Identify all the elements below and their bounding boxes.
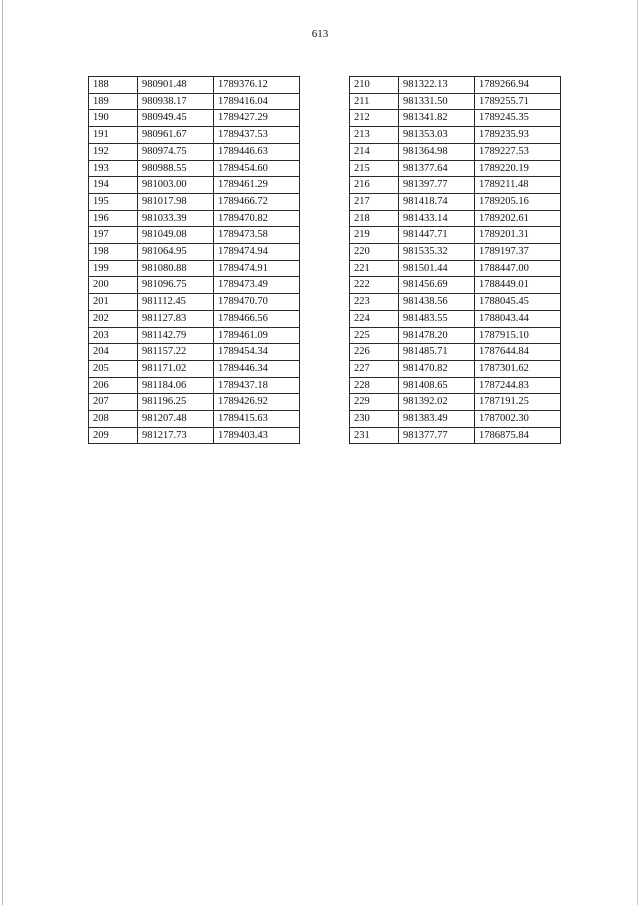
y-coordinate-cell: 1789376.12	[214, 77, 300, 94]
x-coordinate-cell: 981341.82	[399, 110, 475, 127]
y-coordinate-cell: 1789245.35	[475, 110, 561, 127]
table-row	[350, 344, 561, 361]
y-coordinate-cell: 1789470.82	[214, 210, 300, 227]
table-row	[89, 360, 300, 377]
y-coordinate-cell: 1789461.29	[214, 177, 300, 194]
point-number-cell: 191	[89, 127, 138, 144]
x-coordinate-cell: 981353.03	[399, 127, 475, 144]
table-row	[89, 143, 300, 160]
y-coordinate-cell: 1789470.70	[214, 294, 300, 311]
x-coordinate-cell: 981408.65	[399, 377, 475, 394]
x-coordinate-cell: 981157.22	[138, 344, 214, 361]
table-row	[89, 110, 300, 127]
page-number: 613	[311, 28, 329, 40]
x-coordinate-cell: 981171.02	[138, 360, 214, 377]
x-coordinate-cell: 981127.83	[138, 310, 214, 327]
y-coordinate-cell: 1789205.16	[475, 193, 561, 210]
point-number-cell: 231	[350, 427, 399, 444]
x-coordinate-cell: 981096.75	[138, 277, 214, 294]
table-row	[350, 110, 561, 127]
y-coordinate-cell: 1789437.18	[214, 377, 300, 394]
table-row	[89, 227, 300, 244]
x-coordinate-cell: 981003.00	[138, 177, 214, 194]
x-coordinate-cell: 980988.55	[138, 160, 214, 177]
table-row	[89, 127, 300, 144]
table-row	[89, 277, 300, 294]
table-row	[89, 377, 300, 394]
y-coordinate-cell: 1789446.34	[214, 360, 300, 377]
x-coordinate-cell: 981483.55	[399, 310, 475, 327]
x-coordinate-cell: 981184.06	[138, 377, 214, 394]
point-number-cell: 198	[89, 244, 138, 261]
point-number-cell: 213	[350, 127, 399, 144]
table-row	[89, 193, 300, 210]
point-number-cell: 226	[350, 344, 399, 361]
table-row	[89, 160, 300, 177]
x-coordinate-cell: 981017.98	[138, 193, 214, 210]
point-number-cell: 222	[350, 277, 399, 294]
table-row	[350, 394, 561, 411]
coordinates-table-body	[350, 77, 561, 444]
x-coordinate-cell: 981064.95	[138, 244, 214, 261]
table-row	[89, 260, 300, 277]
table-row	[350, 193, 561, 210]
point-number-cell: 203	[89, 327, 138, 344]
point-number-cell: 196	[89, 210, 138, 227]
point-number-cell: 199	[89, 260, 138, 277]
x-coordinate-cell: 981383.49	[399, 411, 475, 428]
x-coordinate-cell: 981478.20	[399, 327, 475, 344]
point-number-cell: 210	[350, 77, 399, 94]
x-coordinate-cell: 981447.71	[399, 227, 475, 244]
y-coordinate-cell: 1789211.48	[475, 177, 561, 194]
point-number-cell: 206	[89, 377, 138, 394]
table-row	[350, 360, 561, 377]
x-coordinate-cell: 981331.50	[399, 93, 475, 110]
table-row	[350, 327, 561, 344]
x-coordinate-cell: 981438.56	[399, 294, 475, 311]
y-coordinate-cell: 1789473.58	[214, 227, 300, 244]
x-coordinate-cell: 981364.98	[399, 143, 475, 160]
x-coordinate-cell: 981418.74	[399, 193, 475, 210]
point-number-cell: 223	[350, 294, 399, 311]
table-row	[350, 127, 561, 144]
y-coordinate-cell: 1787644.84	[475, 344, 561, 361]
y-coordinate-cell: 1787191.25	[475, 394, 561, 411]
y-coordinate-cell: 1787915.10	[475, 327, 561, 344]
x-coordinate-cell: 980938.17	[138, 93, 214, 110]
table-row	[350, 260, 561, 277]
point-number-cell: 219	[350, 227, 399, 244]
point-number-cell: 202	[89, 310, 138, 327]
y-coordinate-cell: 1789437.53	[214, 127, 300, 144]
y-coordinate-cell: 1789474.91	[214, 260, 300, 277]
y-coordinate-cell: 1789201.31	[475, 227, 561, 244]
y-coordinate-cell: 1789426.92	[214, 394, 300, 411]
point-number-cell: 193	[89, 160, 138, 177]
point-number-cell: 214	[350, 143, 399, 160]
table-row	[350, 277, 561, 294]
point-number-cell: 218	[350, 210, 399, 227]
x-coordinate-cell: 980961.67	[138, 127, 214, 144]
y-coordinate-cell: 1789466.56	[214, 310, 300, 327]
y-coordinate-cell: 1789202.61	[475, 210, 561, 227]
coordinates-table-body	[89, 77, 300, 444]
x-coordinate-cell: 981501.44	[399, 260, 475, 277]
x-coordinate-cell: 981080.88	[138, 260, 214, 277]
y-coordinate-cell: 1788447.00	[475, 260, 561, 277]
point-number-cell: 209	[89, 427, 138, 444]
table-row	[350, 377, 561, 394]
x-coordinate-cell: 980901.48	[138, 77, 214, 94]
table-row	[350, 411, 561, 428]
table-row	[350, 210, 561, 227]
y-coordinate-cell: 1789220.19	[475, 160, 561, 177]
table-row	[89, 427, 300, 444]
x-coordinate-cell: 981377.77	[399, 427, 475, 444]
y-coordinate-cell: 1789466.72	[214, 193, 300, 210]
x-coordinate-cell: 981485.71	[399, 344, 475, 361]
x-coordinate-cell: 981049.08	[138, 227, 214, 244]
x-coordinate-cell: 981433.14	[399, 210, 475, 227]
scan-edge-left	[2, 0, 3, 905]
y-coordinate-cell: 1789461.09	[214, 327, 300, 344]
y-coordinate-cell: 1786875.84	[475, 427, 561, 444]
x-coordinate-cell: 980949.45	[138, 110, 214, 127]
point-number-cell: 201	[89, 294, 138, 311]
table-row	[89, 210, 300, 227]
y-coordinate-cell: 1788045.45	[475, 294, 561, 311]
y-coordinate-cell: 1789255.71	[475, 93, 561, 110]
y-coordinate-cell: 1787002.30	[475, 411, 561, 428]
table-row	[350, 244, 561, 261]
table-row	[89, 93, 300, 110]
x-coordinate-cell: 981397.77	[399, 177, 475, 194]
point-number-cell: 195	[89, 193, 138, 210]
table-row	[89, 77, 300, 94]
point-number-cell: 204	[89, 344, 138, 361]
x-coordinate-cell: 981322.13	[399, 77, 475, 94]
y-coordinate-cell: 1789266.94	[475, 77, 561, 94]
x-coordinate-cell: 981196.25	[138, 394, 214, 411]
x-coordinate-cell: 981392.02	[399, 394, 475, 411]
x-coordinate-cell: 981470.82	[399, 360, 475, 377]
table-row	[89, 294, 300, 311]
table-row	[89, 411, 300, 428]
y-coordinate-cell: 1789403.43	[214, 427, 300, 444]
point-number-cell: 215	[350, 160, 399, 177]
point-number-cell: 207	[89, 394, 138, 411]
point-number-cell: 227	[350, 360, 399, 377]
x-coordinate-cell: 981112.45	[138, 294, 214, 311]
x-coordinate-cell: 981456.69	[399, 277, 475, 294]
coordinates-table-right	[349, 76, 561, 444]
table-row	[89, 177, 300, 194]
y-coordinate-cell: 1787244.83	[475, 377, 561, 394]
x-coordinate-cell: 981207.48	[138, 411, 214, 428]
x-coordinate-cell: 981217.73	[138, 427, 214, 444]
table-row	[350, 227, 561, 244]
x-coordinate-cell: 981033.39	[138, 210, 214, 227]
y-coordinate-cell: 1789197.37	[475, 244, 561, 261]
point-number-cell: 205	[89, 360, 138, 377]
point-number-cell: 228	[350, 377, 399, 394]
y-coordinate-cell: 1789427.29	[214, 110, 300, 127]
y-coordinate-cell: 1789454.34	[214, 344, 300, 361]
table-row	[89, 394, 300, 411]
table-row	[350, 310, 561, 327]
y-coordinate-cell: 1789227.53	[475, 143, 561, 160]
point-number-cell: 189	[89, 93, 138, 110]
table-row	[89, 244, 300, 261]
y-coordinate-cell: 1789473.49	[214, 277, 300, 294]
table-row	[350, 177, 561, 194]
point-number-cell: 211	[350, 93, 399, 110]
point-number-cell: 192	[89, 143, 138, 160]
point-number-cell: 216	[350, 177, 399, 194]
table-row	[350, 427, 561, 444]
point-number-cell: 230	[350, 411, 399, 428]
y-coordinate-cell: 1788043.44	[475, 310, 561, 327]
table-row	[350, 294, 561, 311]
y-coordinate-cell: 1789416.04	[214, 93, 300, 110]
point-number-cell: 190	[89, 110, 138, 127]
point-number-cell: 197	[89, 227, 138, 244]
table-row	[89, 327, 300, 344]
point-number-cell: 188	[89, 77, 138, 94]
y-coordinate-cell: 1789474.94	[214, 244, 300, 261]
x-coordinate-cell: 981535.32	[399, 244, 475, 261]
coordinates-table-left	[88, 76, 300, 444]
y-coordinate-cell: 1789446.63	[214, 143, 300, 160]
point-number-cell: 194	[89, 177, 138, 194]
y-coordinate-cell: 1789415.63	[214, 411, 300, 428]
table-row	[350, 160, 561, 177]
y-coordinate-cell: 1789235.93	[475, 127, 561, 144]
table-row	[350, 93, 561, 110]
point-number-cell: 224	[350, 310, 399, 327]
table-row	[89, 310, 300, 327]
x-coordinate-cell: 980974.75	[138, 143, 214, 160]
x-coordinate-cell: 981142.79	[138, 327, 214, 344]
point-number-cell: 212	[350, 110, 399, 127]
scan-edge-right	[637, 0, 638, 905]
table-row	[350, 77, 561, 94]
y-coordinate-cell: 1788449.01	[475, 277, 561, 294]
point-number-cell: 208	[89, 411, 138, 428]
point-number-cell: 229	[350, 394, 399, 411]
point-number-cell: 217	[350, 193, 399, 210]
point-number-cell: 221	[350, 260, 399, 277]
point-number-cell: 200	[89, 277, 138, 294]
point-number-cell: 220	[350, 244, 399, 261]
y-coordinate-cell: 1789454.60	[214, 160, 300, 177]
table-row	[350, 143, 561, 160]
x-coordinate-cell: 981377.64	[399, 160, 475, 177]
point-number-cell: 225	[350, 327, 399, 344]
table-row	[89, 344, 300, 361]
y-coordinate-cell: 1787301.62	[475, 360, 561, 377]
